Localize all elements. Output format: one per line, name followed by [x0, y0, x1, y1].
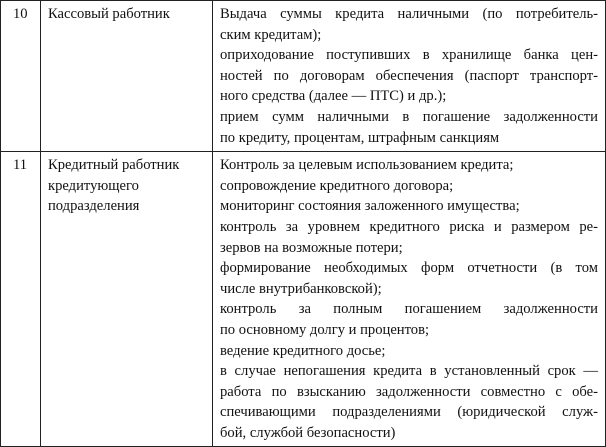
duty-line: контроль за уровнем кредитного риска и размером ре- [220, 218, 598, 235]
duty-line: контроль за полным погашением задолженности [220, 301, 598, 318]
role-cell [41, 1, 213, 152]
role-line: кредитующего [48, 177, 139, 194]
duty-line: ного средства (далее — ПТС) и др.); [220, 88, 447, 105]
role-line: Кредитный работник [48, 157, 180, 174]
duty-line: Контроль за целевым использованием кредита; [220, 157, 514, 174]
row-number: 11 [13, 157, 28, 174]
duty-line: сопровождение кредитного договора; [220, 177, 454, 194]
duty-line: формирование необходимых форм отчетности (в том [220, 260, 598, 277]
role-cell [41, 152, 213, 447]
duty-line: работа по взысканию задолженности совместно с обе- [220, 383, 598, 400]
table-row [1, 1, 606, 152]
duty-line: ским кредитам); [220, 26, 322, 43]
duty-line: Выдача суммы кредита наличными (по потребитель- [220, 6, 598, 22]
duty-line: мониторинг состояния заложенного имущества; [220, 198, 520, 215]
duty-line: бой, службой безопасности) [220, 424, 396, 441]
duties-cell [213, 1, 606, 152]
duty-line: прием сумм наличными в погашение задолженности [220, 108, 598, 125]
duties-cell [213, 152, 606, 447]
duty-line: спечивающими подразделениями (юридической служ- [220, 404, 598, 421]
role-line: подразделения [48, 198, 140, 215]
role-line: Кассовый работник [48, 6, 170, 22]
duty-line: зервов на возможные потери; [220, 239, 403, 256]
duty-line: числе внутрибанковской); [220, 280, 382, 297]
duty-line: по кредиту, процентам, штрафным санкциям [220, 129, 500, 146]
duty-line: ностей по договорам обеспечения (паспорт транспорт- [220, 67, 598, 84]
table-row [1, 152, 606, 447]
duty-line: оприходование поступивших в хранилище банка цен- [220, 47, 598, 64]
row-number: 10 [13, 6, 28, 22]
duty-line: по основному долгу и процентов; [220, 321, 430, 338]
row-number-cell [1, 1, 41, 152]
duty-line: в случае непогашения кредита в установленный срок — [220, 363, 598, 380]
row-number-cell [1, 152, 41, 447]
duty-line: ведение кредитного досье; [220, 342, 386, 359]
